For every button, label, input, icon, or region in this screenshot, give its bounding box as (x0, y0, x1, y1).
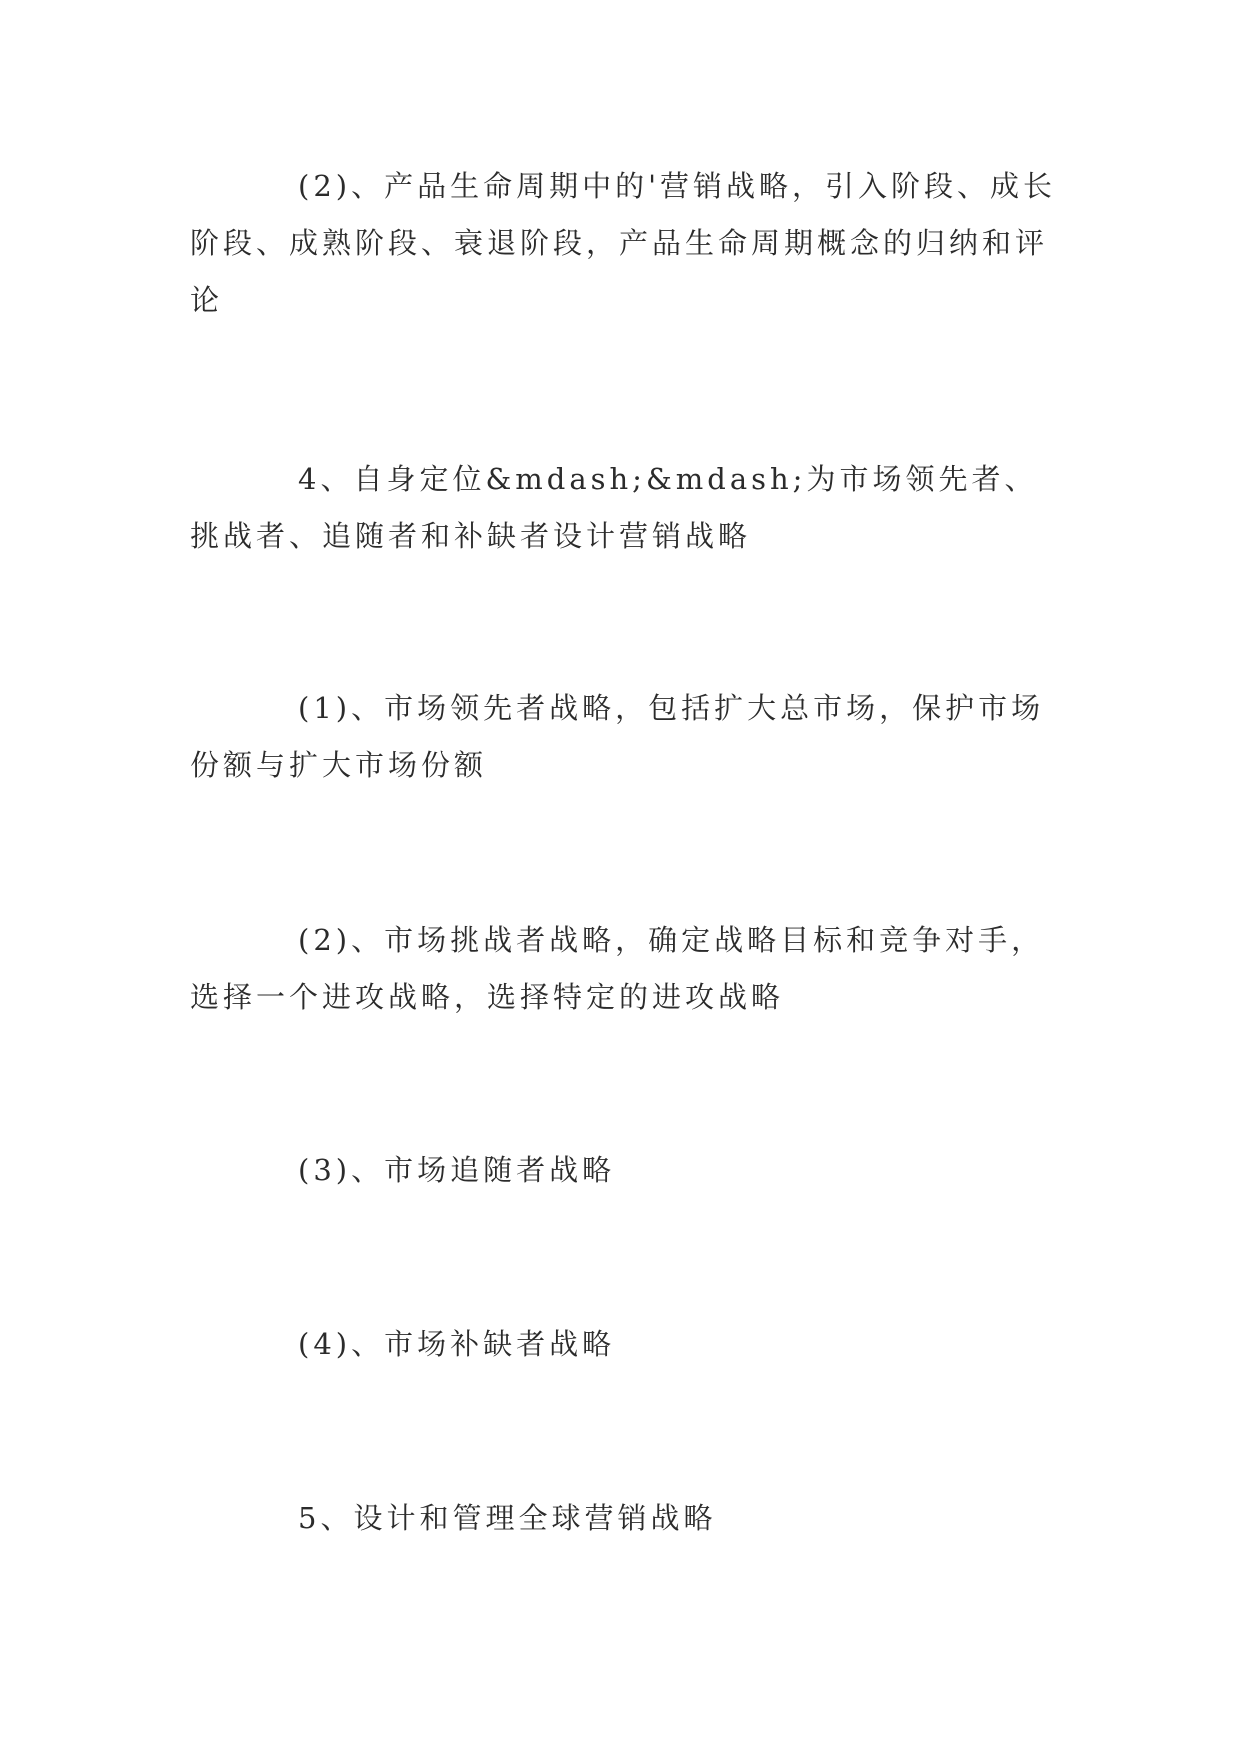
paragraph-self-positioning: 4、自身定位&mdash;&mdash;为市场领先者、挑战者、追随者和补缺者设计营销战略 (190, 462, 1038, 553)
paragraph-product-lifecycle-strategy: (2)、产品生命周期中的'营销战略，引入阶段、成长阶段、成熟阶段、衰退阶段，产品生命周期概念的归纳和评论 (190, 169, 1057, 317)
paragraph-market-nicher-strategy: (4)、市场补缺者战略 (298, 1327, 616, 1361)
paragraph-market-follower-strategy: (3)、市场追随者战略 (298, 1153, 616, 1187)
paragraph-market-leader-strategy: (1)、市场领先者战略，包括扩大总市场，保护市场份额与扩大市场份额 (190, 691, 1045, 782)
paragraph-market-challenger-strategy: (2)、市场挑战者战略，确定战略目标和竞争对手，选择一个进攻战略，选择特定的进攻战略 (190, 923, 1045, 1014)
paragraph-global-marketing-strategy: 5、设计和管理全球营销战略 (298, 1501, 717, 1535)
